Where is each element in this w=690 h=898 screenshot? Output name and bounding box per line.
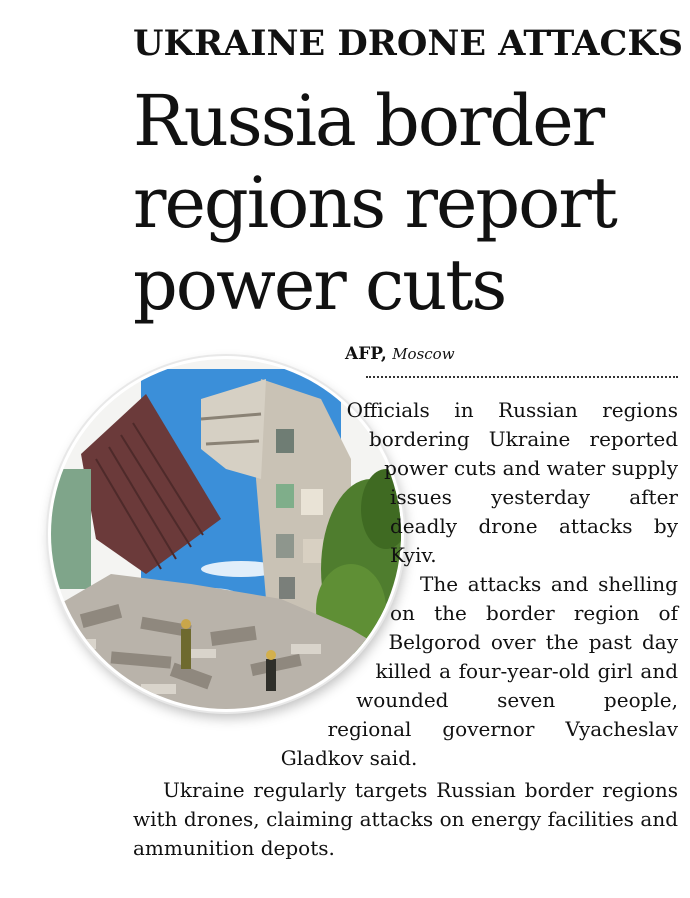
byline-divider <box>366 376 678 378</box>
headline-line-2: regions report <box>133 162 616 244</box>
article-paragraph-3: Ukraine regularly targets Russian border regions with drones, claiming attacks on energy facilities and ammunition depots. <box>133 778 678 860</box>
byline <box>345 342 455 366</box>
byline-agency: AFP, <box>345 344 387 364</box>
headline <box>133 80 688 326</box>
article-paragraph-1: Officials in Russian regions bordering Ukraine reported power cuts and water supply issues yesterday after deadly drone attacks by Kyiv. <box>346 398 678 567</box>
headline-line-1: Russia border <box>133 80 604 162</box>
article-paragraph-2: The attacks and shelling on the border region of Belgorod over the past day killed a four-year-old girl and wounded seven people, regional governor Vyacheslav Gladkov said. <box>280 572 678 770</box>
byline-dateline: Moscow <box>392 345 455 363</box>
section-kicker: UKRAINE DRONE ATTACKS <box>133 23 684 64</box>
headline-line-3: power cuts <box>133 244 506 326</box>
article-body <box>0 396 678 863</box>
